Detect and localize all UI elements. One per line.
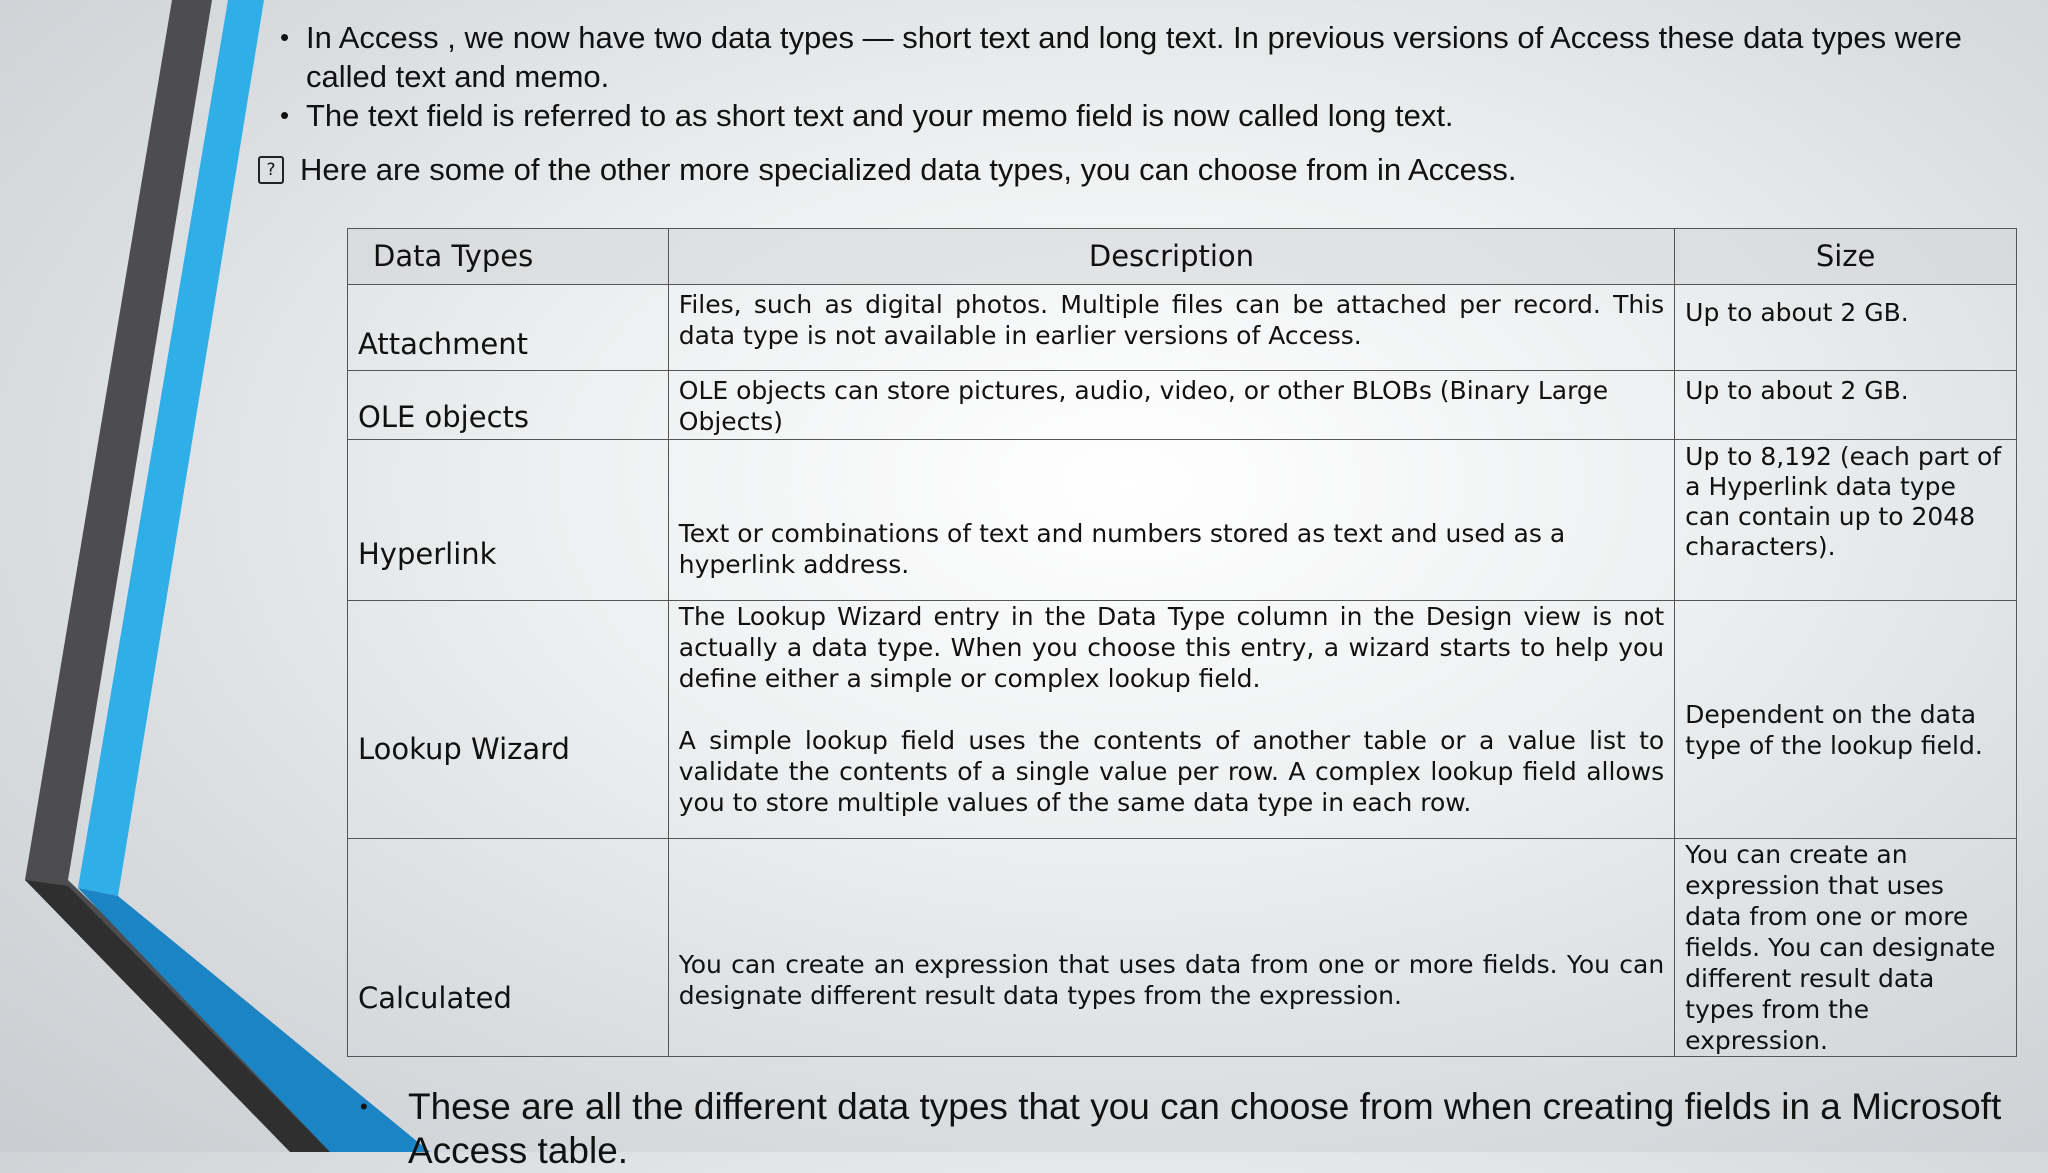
intro-bullet-1: • In Access , we now have two data types — short text and long text. In previous versions of Access these data types were called text and memo. [280, 20, 1962, 94]
special-types-text: Here are some of the other more specialized data types, you can choose from in Access. [300, 152, 1517, 187]
data-types-table [347, 228, 2017, 1057]
table-row [348, 285, 2017, 371]
cell-size: You can create an expression that uses data from one or more fields. You can designate different result data types from the expression. [1675, 839, 2017, 1057]
intro-bullet-list [280, 18, 2010, 135]
deco-dark-wedge [25, 880, 330, 1152]
cell-size: Up to 8,192 (each part of a Hyperlink data type can contain up to 2048 characters). [1675, 440, 2017, 601]
table-row [348, 601, 2017, 839]
cell-description [668, 601, 1674, 839]
cell-type: Attachment [348, 285, 669, 371]
bottom-note-text: These are all the different data types that you can choose from when creating fields in a Microsoft Access table. [408, 1086, 2002, 1171]
cell-type: Hyperlink [348, 440, 669, 601]
cell-description: Text or combinations of text and numbers stored as text and used as a hyperlink address. [668, 440, 1674, 601]
cell-type: OLE objects [348, 371, 669, 440]
cell-description: Files, such as digital photos. Multiple files can be attached per record. This data type is not available in earlier versions of Access. [668, 285, 1674, 371]
cell-size: Dependent on the data type of the lookup field. [1675, 601, 2017, 839]
header-size: Size [1675, 229, 2017, 285]
special-types-line [258, 150, 1517, 190]
cell-type: Lookup Wizard [348, 601, 669, 839]
table-header-row [348, 229, 2017, 285]
header-data-types: Data Types [348, 229, 669, 285]
cell-type: Calculated [348, 839, 669, 1057]
lookup-desc-paragraph-2: A simple lookup field uses the contents of another table or a value list to validate the contents of a single value per row. A complex lookup field allows you to store multiple values of the same data type in each row. [678, 726, 1665, 817]
cell-description: OLE objects can store pictures, audio, video, or other BLOBs (Binary Large Objects) [668, 371, 1674, 440]
cell-description: You can create an expression that uses data from one or more fields. You can designate different result data types from the expression. [668, 839, 1674, 1057]
intro-bullet-2-text: The text field is referred to as short text and your memo field is now called long text. [306, 98, 1454, 133]
table-row [348, 839, 2017, 1057]
cell-size: Up to about 2 GB. [1675, 371, 2017, 440]
header-description: Description [668, 229, 1674, 285]
bottom-bullet-dot: • [360, 1094, 368, 1119]
cell-size: Up to about 2 GB. [1675, 285, 2017, 371]
intro-bullet-2: • The text field is referred to as short text and your memo field is now called long text. [280, 98, 1454, 133]
bottom-note [360, 1085, 2020, 1173]
question-box-icon: ? [258, 156, 284, 184]
table-row [348, 371, 2017, 440]
intro-bullet-1-text: In Access , we now have two data types — short text and long text. In previous versions of Access these data types were called text and memo. [306, 20, 1962, 94]
lookup-desc-paragraph-1: The Lookup Wizard entry in the Data Type column in the Design view is not actually a data type. When you choose this entry, a wizard starts to help you define either a simple or complex lookup field. [678, 602, 1665, 693]
table-row [348, 440, 2017, 601]
